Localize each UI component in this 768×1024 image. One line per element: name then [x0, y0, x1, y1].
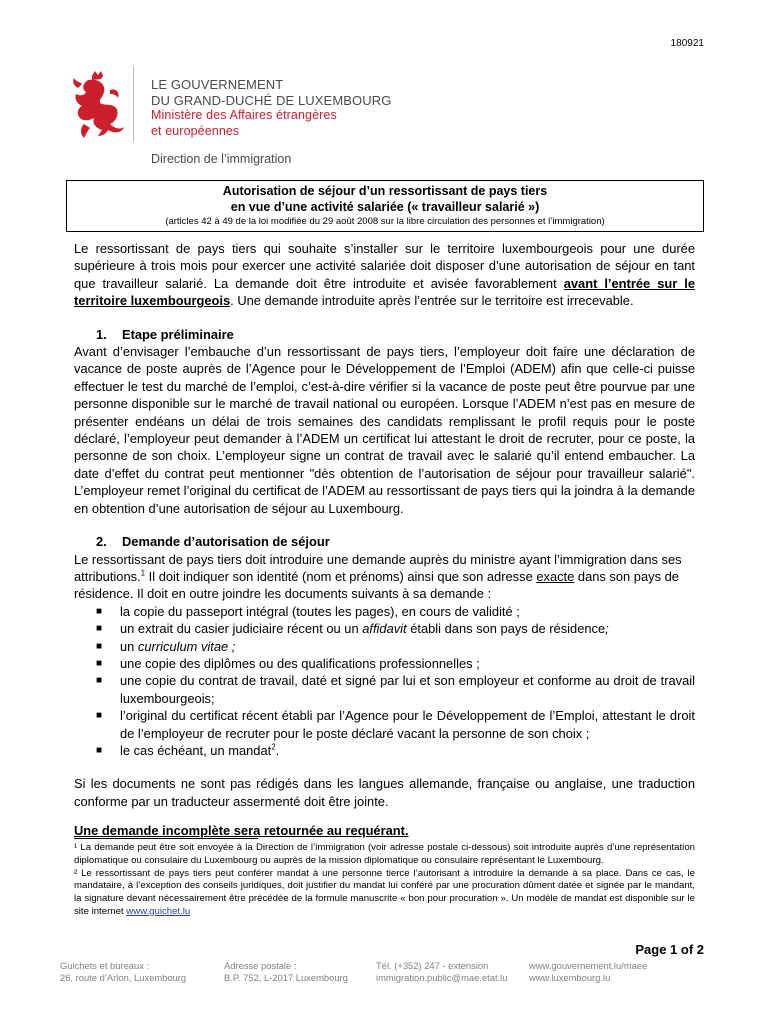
section-2-text-c: dans son pays de résidence. Il doit en outre joindre les documents suivants à sa demande : — [74, 568, 679, 602]
page-number: Page 1 of 2 — [635, 942, 704, 957]
direction-name: Direction de l’immigration — [151, 152, 292, 166]
list-item-italic: ; — [605, 621, 609, 637]
footer-postal-label: Adresse postale : — [224, 960, 297, 971]
square-bullet-icon: ■ — [96, 640, 103, 652]
list-item-italic: affidavit — [362, 621, 407, 637]
intro-paragraph — [74, 240, 695, 310]
section-2-paragraph — [74, 551, 695, 603]
square-bullet-icon: ■ — [96, 605, 103, 617]
footnote-ref-1: 1 — [140, 568, 146, 578]
footnote-2-text: ² Le ressortissant de pays tiers peut conférer mandat à une personne tierce l’autorisant à introduire la demande à sa place. Dans ce cas, le mandataire, à l’exception des conseils juridiques, doit justifier du mandat lui conféré par une procuration dûment datée et signée par le mandant, la signature devant nécessairement être précédée de la formule manuscrite « bon pour procuration ». Un modèle de mandat est disponible sur le site internet — [74, 867, 695, 917]
section-1-heading — [74, 326, 695, 343]
footer-postal-address: B.P. 752, L-2017 Luxembourg — [224, 972, 348, 983]
footnote-ref-2: 2 — [271, 742, 276, 752]
title-line-1: Autorisation de séjour d’un ressortissant de pays tiers — [222, 184, 548, 198]
list-item-text: le cas échéant, un mandat — [120, 742, 272, 758]
document-reference: 180921 — [670, 38, 704, 49]
square-bullet-icon: ■ — [96, 744, 103, 756]
square-bullet-icon: ■ — [96, 675, 103, 687]
exacte-underlined: exacte — [536, 568, 575, 584]
intro-emphasis: avant l’entrée sur le territoire luxembourgeois — [74, 275, 696, 309]
section-2-number: 2. — [96, 534, 107, 550]
header-divider — [133, 66, 134, 142]
footer-website-1[interactable]: www.gouvernement.lu/maee — [529, 960, 648, 971]
red-lion-emblem-icon — [70, 70, 126, 140]
title-legal-reference: (articles 42 à 49 de la loi modifiée du 29 août 2008 sur la libre circulation des personnes et l’immigration) — [165, 216, 605, 227]
square-bullet-icon: ■ — [96, 623, 103, 635]
list-item — [74, 742, 695, 759]
section-1-title: Etape préliminaire — [122, 326, 234, 342]
ministry-line-1: Ministère des Affaires étrangères — [151, 108, 337, 122]
list-item-italic: curriculum vitae ; — [137, 638, 236, 654]
list-item-text: une copie des diplômes ou des qualifications professionnelles ; — [120, 655, 480, 671]
list-item-text: une copie du contrat de travail, daté et signé par lui et son employeur et conforme au droit de travail luxembourgeois; — [120, 673, 695, 706]
footer-contact — [376, 960, 507, 984]
list-item — [74, 672, 695, 707]
translation-paragraph: Si les documents ne sont pas rédigés dans les langues allemande, française ou anglaise, une traduction conforme par un traducteur assermenté doit être jointe. — [74, 776, 695, 809]
list-item-text: l’original du certificat récent établi par l’Agence pour le Développement de l’Emploi, attestant le droit de l’employeur de recruter pour le poste déclaré vacant la personne de son choix ; — [120, 708, 695, 741]
list-item — [74, 655, 695, 672]
footnotes — [74, 842, 695, 919]
footer-offices-address: 26, route d’Arlon, Luxembourg — [60, 972, 187, 983]
intro-text-2: . Une demande introduite après l’entrée sur le territoire est irrecevable. — [230, 293, 634, 309]
government-header — [151, 77, 391, 139]
section-2-title: Demande d’autorisation de séjour — [122, 534, 330, 550]
list-item — [74, 707, 695, 742]
ministry-line-2: et européennes — [151, 123, 240, 138]
title-line-2: en vue d’une activité salariée (« travailleur salarié ») — [230, 200, 540, 214]
list-item — [74, 603, 695, 620]
list-item-text: . — [275, 742, 280, 758]
list-item-text: un — [120, 638, 138, 654]
list-item-text: établi dans son pays de résidence — [406, 621, 606, 637]
footnote-1: ¹ La demande peut être soit envoyée à la Direction de l’immigration (voir adresse postale ci-dessous) soit introduite auprès d’une représentation diplomatique ou consulaire du Luxembourg ou auprès de la mission diplomatique ou consulaire représentant le Luxembourg. — [74, 842, 695, 866]
section-2-text-a: Le ressortissant de pays tiers doit introduire une demande auprès du ministre ayant l’immigration dans ses attributions. — [74, 551, 682, 584]
government-line-1: LE GOUVERNEMENT — [151, 77, 284, 92]
required-documents-list — [74, 603, 695, 760]
intro-text-1: Le ressortissant de pays tiers qui souhaite s’installer sur le territoire luxembourgeois pour une durée supérieure à trois mois pour exercer une activité salariée doit disposer d’une autorisation de séjour en tant que travailleur salarié. La demande doit être introduite et avisée favorablement — [74, 241, 695, 291]
list-item-text: un extrait du casier judiciaire récent ou un — [120, 621, 363, 637]
section-2-heading — [74, 533, 695, 550]
square-bullet-icon: ■ — [96, 710, 103, 722]
footer-address — [60, 960, 186, 984]
list-item — [74, 638, 695, 655]
footnote-separator — [74, 838, 258, 839]
section-1-number: 1. — [96, 326, 107, 342]
footer-offices-label: Guichets et bureaux : — [60, 960, 150, 971]
list-item-text: la copie du passeport intégral (toutes les pages), en cours de validité ; — [120, 603, 520, 619]
section-1-paragraph: Avant d’envisager l’embauche d’un ressortissant de pays tiers, l’employeur doit faire une déclaration de vacance de poste auprès de l’Agence pour le Développement de l’Emploi (ADEM) afin que celle-ci puisse effectuer le test du marché de l’emploi, c’est-à-dire vérifier si la vacance de poste peut être pourvue par une personne disponible sur le marché de travail national ou européen. Lorsque l’ADEM n’est pas en mesure de présenter endéans un délai de trois semaines des candidats remplissant le profil requis pour le poste déclaré, l’employeur peut demander à l’ADEM un certificat lui attestant le droit de recruter, pour ce poste, la personne de son choix. L’employeur signe un contrat de travail avec le salarié qu’il entend embaucher. La date d’effet du contrat peut mentionner "dès obtention de l’autorisation de séjour pour travailleur salarié". L’employeur remet l’original du certificat de l’ADEM au ressortissant de pays tiers qui la joindra à la demande en obtention d’une autorisation de séjour au Luxembourg. — [74, 344, 695, 516]
guichet-link[interactable]: www.guichet.lu — [126, 905, 191, 917]
footnote-2 — [74, 868, 695, 919]
footer-phone: Tél. (+352) 247 - extension — [376, 960, 489, 971]
government-line-2: DU GRAND-DUCHÉ DE LUXEMBOURG — [151, 92, 392, 108]
section-2-text-b: Il doit indiquer son identité (nom et prénoms) ainsi que son adresse — [145, 568, 537, 584]
footer-websites — [529, 960, 647, 984]
title-box — [66, 180, 704, 232]
footer-website-2[interactable]: www.luxembourg.lu — [529, 972, 611, 983]
footer-postal — [224, 960, 348, 984]
list-item — [74, 620, 695, 637]
document-body — [74, 240, 695, 840]
square-bullet-icon: ■ — [96, 657, 103, 669]
incomplete-warning: Une demande incomplète sera retournée au requérant. — [74, 823, 409, 839]
footer-email[interactable]: immigration.public@mae.etat.lu — [376, 972, 508, 983]
